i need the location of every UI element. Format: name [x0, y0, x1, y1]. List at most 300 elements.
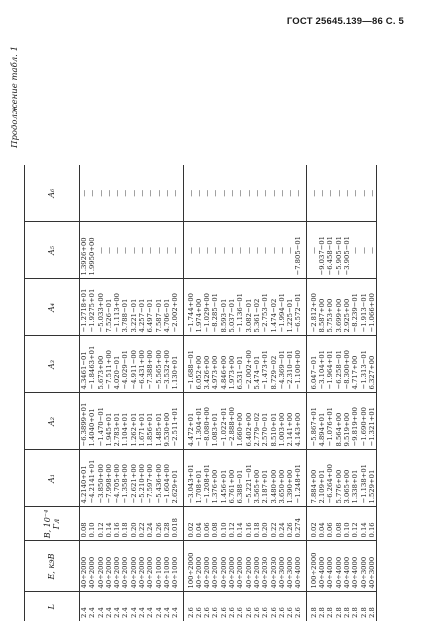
cell-energy: 40÷2030: [261, 541, 269, 592]
cell-energy: 40÷2000: [105, 541, 113, 592]
cell-a1: 3.650+00: [278, 450, 286, 507]
cell-l: 2.4: [129, 607, 138, 618]
cell-a6: —: [306, 165, 318, 222]
cell-a6: —: [245, 165, 253, 222]
cell-a4: −2.812+00: [306, 279, 318, 336]
header-a1: A₁: [25, 450, 80, 507]
table-row: [183, 165, 195, 621]
cell-a6: —: [121, 165, 129, 222]
cell-a2: 2.779−02: [253, 393, 261, 450]
cell-l: 2.4: [154, 607, 163, 618]
cell-b: 0.10: [88, 507, 96, 541]
cell-energy: 40÷2000: [253, 541, 261, 592]
cell-a2: 1.671+01: [138, 393, 146, 450]
cell-a6: —: [97, 165, 105, 222]
cell-a3: 1.973+00: [228, 336, 236, 393]
cell-a1: −2.621+00: [130, 450, 138, 507]
cell-energy: 100÷2000: [183, 541, 195, 592]
cell-a6: —: [368, 165, 377, 222]
cell-energy: 40÷2000: [138, 541, 146, 592]
cell-a5: —: [236, 222, 244, 279]
cell-energy: 40÷4000: [343, 541, 351, 592]
cell-energy: 40÷1000: [171, 541, 183, 592]
cell-a5: —: [253, 222, 261, 279]
data-table: [24, 165, 377, 621]
cell-energy: 40÷2000: [121, 541, 129, 592]
cell-b: 0.18: [121, 507, 129, 541]
cell-a6: —: [203, 165, 211, 222]
table-row: [351, 165, 359, 621]
cell-a6: —: [155, 165, 163, 222]
cell-l: 2.6: [228, 607, 237, 618]
cell-a1: −7.998+00: [105, 450, 113, 507]
cell-b: 0.02: [183, 507, 195, 541]
cell-a1: −5.210+00: [138, 450, 146, 507]
table-row: [113, 165, 121, 621]
cell-b: 0.06: [203, 507, 211, 541]
cell-b: 0.08: [211, 507, 219, 541]
cell-l: 2.8: [368, 592, 377, 621]
cell-b: 0.22: [138, 507, 146, 541]
cell-l: 2.6: [211, 607, 220, 618]
cell-a3: 4.020−01: [113, 336, 121, 393]
cell-a3: 3.426+00: [203, 336, 211, 393]
cell-a4: −5.033+00: [97, 279, 105, 336]
cell-energy: 40÷3000: [368, 541, 377, 592]
cell-a2: 2.570−01: [261, 393, 269, 450]
cell-a2: −1.470−01: [97, 393, 105, 450]
cell-a4: −2.753−01: [261, 279, 269, 336]
cell-a6: —: [146, 165, 154, 222]
cell-b: 0.274: [294, 507, 306, 541]
cell-a2: 9.519+00: [343, 393, 351, 450]
cell-a5: —: [113, 222, 121, 279]
cell-a3: −1.688−01: [183, 336, 195, 393]
cell-a1: 3.565+00: [253, 450, 261, 507]
cell-a4: −1.744+00: [183, 279, 195, 336]
cell-a5: —: [245, 222, 253, 279]
cell-a3: −1.100+00: [294, 336, 306, 393]
cell-b: 0.10: [343, 507, 351, 541]
table-row: [270, 165, 278, 621]
cell-a2: −1.022+01: [220, 393, 228, 450]
rotated-table-block: [9, 46, 415, 621]
cell-b: 0.26: [155, 507, 163, 541]
table-row: [97, 165, 105, 621]
cell-a3: −4.369−01: [278, 336, 286, 393]
header-a4: A₄: [25, 279, 80, 336]
cell-a1: 2.187+01: [261, 450, 269, 507]
cell-b: 0.16: [368, 507, 377, 541]
cell-a1: 3.480+00: [270, 450, 278, 507]
cell-a6: —: [351, 165, 359, 222]
cell-a6: —: [80, 165, 89, 222]
cell-a1: 1.338+01: [351, 450, 359, 507]
cell-a6: —: [318, 165, 326, 222]
cell-l: 2.4: [88, 607, 97, 618]
cell-a4: 7.587−01: [155, 279, 163, 336]
cell-a4: 6.497−01: [146, 279, 154, 336]
cell-a6: —: [286, 165, 294, 222]
table-row: [326, 165, 334, 621]
cell-a6: —: [183, 165, 195, 222]
cell-a3: −6.258−01: [335, 336, 343, 393]
cell-energy: 40÷2000: [130, 541, 138, 592]
cell-b: 0.018: [171, 507, 183, 541]
cell-a2: 8.510+01: [270, 393, 278, 450]
cell-a2: 1.660+00: [236, 393, 244, 450]
cell-l: 2.6: [203, 607, 212, 618]
cell-b: 0.08: [80, 507, 89, 541]
table-continuation-label: Продолжение табл. 1: [10, 46, 20, 148]
table-row: [261, 165, 269, 621]
cell-b: 0.04: [318, 507, 326, 541]
cell-b: 0.12: [97, 507, 105, 541]
cell-a3: −3.104+01: [318, 336, 326, 393]
cell-a4: 1.225−01: [286, 279, 294, 336]
cell-a3: 4.973+00: [211, 336, 219, 393]
cell-l: 2.8: [342, 607, 351, 618]
cell-a2: 4.472+01: [183, 393, 195, 450]
cell-a6: —: [294, 165, 306, 222]
cell-a2: 1.4040+01: [88, 393, 96, 450]
table-row: [138, 165, 146, 621]
cell-b: 0.04: [195, 507, 203, 541]
header-l: L: [25, 592, 80, 621]
table-row: [155, 165, 163, 621]
cell-l: 2.4: [104, 607, 113, 618]
cell-a3: −7.511+00: [105, 336, 113, 393]
cell-a5: 1.9950+00: [88, 222, 96, 279]
cell-a2: 4.894+01: [318, 393, 326, 450]
cell-b: 0.20: [261, 507, 269, 541]
cell-a5: −7.805−01: [294, 222, 306, 279]
cell-b: 0.12: [351, 507, 359, 541]
cell-a3: 5.474−01: [253, 336, 261, 393]
cell-a1: −5.221−01: [245, 450, 253, 507]
table-row: [211, 165, 219, 621]
cell-l: 2.6: [219, 607, 228, 618]
cell-a3: −6.431+00: [138, 336, 146, 393]
cell-b: 0.20: [130, 507, 138, 541]
cell-a3: 1.130+01: [171, 336, 183, 393]
cell-a3: −1.473+01: [261, 336, 269, 393]
cell-a4: −1.029+00: [203, 279, 211, 336]
cell-energy: 100÷2000: [306, 541, 318, 592]
table-row: [343, 165, 351, 621]
cell-b: 0.24: [278, 507, 286, 541]
table-row: [171, 165, 183, 621]
cell-a1: 6.388−01: [236, 450, 244, 507]
cell-a1: 1.456+01: [220, 450, 228, 507]
cell-a5: —: [105, 222, 113, 279]
cell-energy: 40÷2000: [113, 541, 121, 592]
cell-energy: 40÷2000: [220, 541, 228, 592]
cell-a1: −3.043+01: [183, 450, 195, 507]
cell-a3: 8.729−02: [270, 336, 278, 393]
cell-a5: —: [278, 222, 286, 279]
header-a3: A₃: [25, 336, 80, 393]
cell-l: 2.6: [261, 607, 270, 618]
cell-a1: 7.884+00: [306, 450, 318, 507]
cell-a3: −5.565+00: [155, 336, 163, 393]
cell-energy: 40÷1000: [163, 541, 171, 592]
cell-energy: 40÷4000: [326, 541, 334, 592]
cell-a1: 1.390+00: [286, 450, 294, 507]
table-row: [195, 165, 203, 621]
cell-a4: 7.526−01: [105, 279, 113, 336]
cell-a4: −1.136−01: [236, 279, 244, 336]
cell-energy: 40÷2000: [236, 541, 244, 592]
cell-a4: −2.002+00: [171, 279, 183, 336]
cell-a5: −3.905−01: [343, 222, 351, 279]
cell-a6: —: [253, 165, 261, 222]
cell-a4: −1.2718+01: [80, 279, 89, 336]
cell-a6: —: [261, 165, 269, 222]
cell-a2: 1.856+01: [146, 393, 154, 450]
cell-a1: −4.705+00: [113, 450, 121, 507]
cell-a1: −1.138+01: [360, 450, 368, 507]
cell-a5: —: [130, 222, 138, 279]
cell-a6: —: [195, 165, 203, 222]
cell-a3: 5.673+00: [97, 336, 105, 393]
cell-l: 2.8: [359, 607, 368, 618]
cell-a2: −9.819+00: [351, 393, 359, 450]
cell-energy: 40÷3000: [278, 541, 286, 592]
table-row: [121, 165, 129, 621]
cell-a5: —: [270, 222, 278, 279]
cell-a1: −1.208+01: [203, 450, 211, 507]
cell-a3: 6.052+00: [195, 336, 203, 393]
cell-a5: —: [155, 222, 163, 279]
cell-energy: 40÷2000: [195, 541, 203, 592]
cell-l: 2.6: [183, 592, 195, 621]
cell-a4: 2.925+00: [343, 279, 351, 336]
cell-a1: −1.604+00: [163, 450, 171, 507]
cell-a5: —: [211, 222, 219, 279]
cell-a3: −8.300+00: [343, 336, 351, 393]
cell-a4: −1.113+00: [113, 279, 121, 336]
cell-a2: 9.530+00: [163, 393, 171, 450]
cell-a6: —: [236, 165, 244, 222]
cell-a1: 3.065+00: [343, 450, 351, 507]
table-header-row: [25, 165, 80, 621]
cell-a3: −4.029−01: [121, 336, 129, 393]
cell-a3: −2.002+00: [245, 336, 253, 393]
cell-a2: 6.402+00: [245, 393, 253, 450]
cell-a4: 8.593−01: [220, 279, 228, 336]
cell-a6: —: [113, 165, 121, 222]
cell-a4: 5.361−02: [253, 279, 261, 336]
cell-b: 0.06: [326, 507, 334, 541]
cell-l: 2.6: [269, 607, 278, 618]
cell-a1: −3.850+00: [97, 450, 105, 507]
cell-a6: —: [88, 165, 96, 222]
cell-a5: —: [163, 222, 171, 279]
cell-a1: −1.248+01: [294, 450, 306, 507]
page-header: ГОСТ 25645.139—86 С. 5: [286, 16, 404, 27]
cell-a4: −1.9275+01: [88, 279, 96, 336]
cell-a5: —: [360, 222, 368, 279]
cell-a1: 1.529+01: [368, 450, 377, 507]
cell-b: 0.10: [220, 507, 228, 541]
cell-b: 0.02: [306, 507, 318, 541]
cell-a2: −8.080+00: [203, 393, 211, 450]
table-row: [245, 165, 253, 621]
cell-energy: 40÷2000: [146, 541, 154, 592]
cell-a6: —: [105, 165, 113, 222]
header-a2: A₂: [25, 393, 80, 450]
cell-a5: —: [138, 222, 146, 279]
cell-a3: −3.532+00: [163, 336, 171, 393]
cell-a5: —: [228, 222, 236, 279]
cell-a1: −1.358+00: [121, 450, 129, 507]
cell-a5: —: [368, 222, 377, 279]
cell-a3: 4.3461−01: [80, 336, 89, 393]
cell-a4: 5.037−01: [228, 279, 236, 336]
cell-a1: 4.2140+01: [80, 450, 89, 507]
cell-a1: −7.597+00: [146, 450, 154, 507]
cell-b: 0.12: [228, 507, 236, 541]
cell-a2: 1.945+01: [105, 393, 113, 450]
cell-l: 2.4: [146, 607, 155, 618]
cell-a4: −1.913−01: [360, 279, 368, 336]
cell-a5: —: [171, 222, 183, 279]
cell-a5: —: [261, 222, 269, 279]
cell-a1: 1.708+01: [195, 450, 203, 507]
cell-a2: 1.083+01: [211, 393, 219, 450]
header-b-text: B, 10⁻⁴ Гл: [42, 509, 61, 539]
cell-a3: −7.388+00: [146, 336, 154, 393]
cell-b: 0.28: [163, 507, 171, 541]
cell-energy: 40÷2000: [88, 541, 96, 592]
cell-l: 2.6: [244, 607, 253, 618]
cell-a5: −6.458−01: [326, 222, 334, 279]
cell-a5: −9.037−01: [318, 222, 326, 279]
cell-l: 2.4: [113, 607, 122, 618]
header-energy: E, кэВ: [25, 541, 80, 592]
cell-a3: −1.313−01: [360, 336, 368, 393]
cell-a3: −2.310−01: [286, 336, 294, 393]
cell-a6: —: [220, 165, 228, 222]
cell-l: 2.4: [171, 607, 180, 618]
cell-b: 0.18: [253, 507, 261, 541]
cell-energy: 40÷2030: [270, 541, 278, 592]
cell-a3: −4.911−00: [130, 336, 138, 393]
cell-a4: 3.221−01: [130, 279, 138, 336]
cell-a2: 2.783+01: [113, 393, 121, 450]
table-row: [220, 165, 228, 621]
cell-b: 0.08: [335, 507, 343, 541]
cell-a4: 3.082−01: [245, 279, 253, 336]
cell-a6: —: [163, 165, 171, 222]
cell-b: 0.14: [105, 507, 113, 541]
cell-a5: −5.905−01: [335, 222, 343, 279]
cell-b: 0.16: [245, 507, 253, 541]
cell-a4: −8.239−01: [351, 279, 359, 336]
cell-a2: −5.867+01: [306, 393, 318, 450]
cell-a4: 4.257−01: [138, 279, 146, 336]
cell-a2: −2.511+01: [171, 393, 183, 450]
table-row: [130, 165, 138, 621]
cell-energy: 40÷3000: [286, 541, 294, 592]
cell-a1: −4.2141+01: [88, 450, 96, 507]
header-a5: A₅: [25, 222, 80, 279]
cell-a3: −1.8463+01: [88, 336, 96, 393]
cell-a2: 8.564+00: [335, 393, 343, 450]
cell-a3: 6.327+00: [368, 336, 377, 393]
cell-energy: 40÷4000: [335, 541, 343, 592]
cell-energy: 40÷2000: [80, 541, 89, 592]
cell-a4: 5.753+00: [326, 279, 334, 336]
cell-a2: 2.141+00: [286, 393, 294, 450]
table-row: [278, 165, 286, 621]
table-row: [368, 165, 377, 621]
cell-a4: 8.587+00: [318, 279, 326, 336]
cell-a1: 2.629+01: [171, 450, 183, 507]
cell-energy: 40÷2000: [97, 541, 105, 592]
cell-a4: 4.706−01: [163, 279, 171, 336]
cell-a4: −6.572−01: [294, 279, 306, 336]
header-a6: A₆: [25, 165, 80, 222]
cell-l: 2.6: [294, 607, 303, 618]
cell-energy: 40÷4000: [351, 541, 359, 592]
cell-energy: 40÷2000: [245, 541, 253, 592]
cell-b: 0.24: [146, 507, 154, 541]
cell-a5: —: [195, 222, 203, 279]
cell-a2: −1.304+01: [195, 393, 203, 450]
cell-b: 0.14: [236, 507, 244, 541]
cell-a2: −1.690+00: [360, 393, 368, 450]
cell-a5: —: [97, 222, 105, 279]
cell-b: 0.14: [360, 507, 368, 541]
table-row: [306, 165, 318, 621]
table-row: [253, 165, 261, 621]
cell-b: 0.26: [286, 507, 294, 541]
cell-a4: −8.285−01: [211, 279, 219, 336]
cell-l: 2.4: [162, 607, 171, 618]
cell-a6: —: [130, 165, 138, 222]
cell-a6: —: [326, 165, 334, 222]
cell-a6: —: [211, 165, 219, 222]
cell-energy: 40÷4000: [318, 541, 326, 592]
cell-a5: —: [351, 222, 359, 279]
header-b: [25, 507, 80, 541]
cell-energy: 40÷3000: [360, 541, 368, 592]
cell-a1: 6.761+00: [228, 450, 236, 507]
cell-a1: 1.376+00: [211, 450, 219, 507]
cell-l: 2.6: [194, 607, 203, 618]
cell-a2: 4.143+00: [294, 393, 306, 450]
cell-a2: 1.104+01: [121, 393, 129, 450]
table-row: [105, 165, 113, 621]
cell-a1: 5.776+00: [335, 450, 343, 507]
cell-l: 2.6: [277, 607, 286, 618]
cell-a2: 1.262+01: [130, 393, 138, 450]
cell-a2: −6.3899+01: [80, 393, 89, 450]
cell-a3: 6.531−01: [236, 336, 244, 393]
cell-a5: —: [286, 222, 294, 279]
cell-l: 2.8: [334, 607, 343, 618]
table-row: [335, 165, 343, 621]
cell-a6: —: [228, 165, 236, 222]
table-row: [146, 165, 154, 621]
cell-energy: 40÷2000: [203, 541, 211, 592]
cell-l: 2.4: [80, 607, 88, 618]
cell-b: 0.16: [113, 507, 121, 541]
cell-a4: 3.788−01: [121, 279, 129, 336]
cell-l: 2.4: [96, 607, 105, 618]
